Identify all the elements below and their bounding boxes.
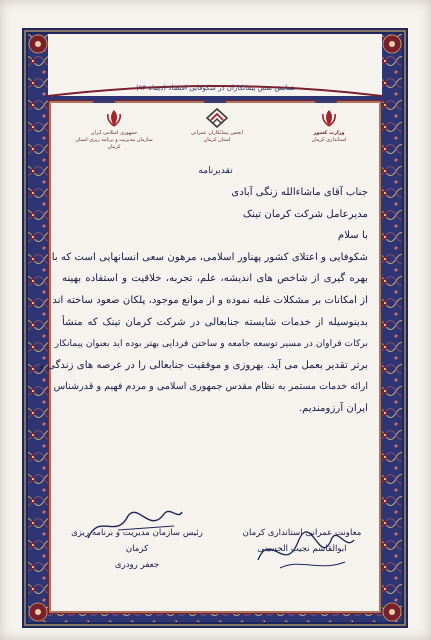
planning-organization-logo xyxy=(70,108,158,151)
certificate-body xyxy=(38,182,368,420)
logo-middle-line1: انجمن پیمانکاران عمرانی xyxy=(191,130,243,136)
handwritten-signature-left xyxy=(78,500,188,550)
event-caption: همایش نقش پیمانکاران در شکوفایی اقتصاد (دیماه ۹۴) xyxy=(135,84,296,92)
iran-emblem-icon xyxy=(319,108,339,128)
body-line: برتر تقدیر بعمل می آید. بهروزی و موفقیت جنابعالی را در عرصه های زندگی و xyxy=(38,359,368,371)
contractors-association-logo-icon xyxy=(206,108,228,128)
signer-right-role: معاونت عمرانی استانداری کرمان xyxy=(242,528,362,538)
body-line: بدینوسیله از خدمات شایسته جنابعالی در شرکت کرمان تینک که منشأ xyxy=(62,316,368,328)
body-line: ارائه خدمات مستمر به نظام مقدس جمهوری اسلامی و مردم فهیم و قدرشناس xyxy=(53,381,368,393)
recipient-position-line: مدیرعامل شرکت کرمان تینک xyxy=(243,208,368,220)
recipient-line: جناب آقای ماشاءالله زنگی آبادی xyxy=(231,187,368,198)
handwritten-signature-right xyxy=(250,520,360,580)
iran-emblem-icon xyxy=(104,108,124,128)
signer-left-role: رئیس سازمان مدیریت و برنامه ریزی کرمان xyxy=(71,528,203,554)
logo-middle-line2: استان کرمان xyxy=(203,137,231,143)
closing-line: ایران آرزومندیم. xyxy=(298,402,368,414)
signer-right-name: ابوالقاسم نجیب الحسینی xyxy=(257,544,347,554)
signer-left-name: جعفر رودری xyxy=(114,560,160,570)
body-line: برکات فراوان در مسیر توسعه جامعه و ساختن فردایی بهتر بوده اید بعنوان پیمانکار xyxy=(54,338,368,350)
interior-ministry-logo xyxy=(294,108,364,144)
logo-right-line2: استانداری کرمان xyxy=(311,137,347,143)
logo-right-line1: وزارت کشور xyxy=(313,130,345,136)
body-line: بهره گیری از شاخص های اندیشه، علم، تجربه، خلاقیت و استفاده بهینه xyxy=(62,273,368,285)
logo-left-line1: جمهوری اسلامی ایران xyxy=(90,130,138,136)
logo-left-line2: سازمان مدیریت و برنامه ریزی استان کرمان xyxy=(75,137,153,150)
body-line: شکوفایی و اعتلای کشور پهناور اسلامی، مرهون سعی انسانهایی است که با xyxy=(51,251,368,263)
contractors-association-logo xyxy=(180,108,254,144)
body-line: از امکانات بر مشکلات غلبه نموده و از موانع موجود، پلکان صعود ساخته اند xyxy=(52,294,368,306)
greeting-line: با سلام xyxy=(337,230,368,242)
certificate-title: تقدیرنامه xyxy=(198,166,233,176)
